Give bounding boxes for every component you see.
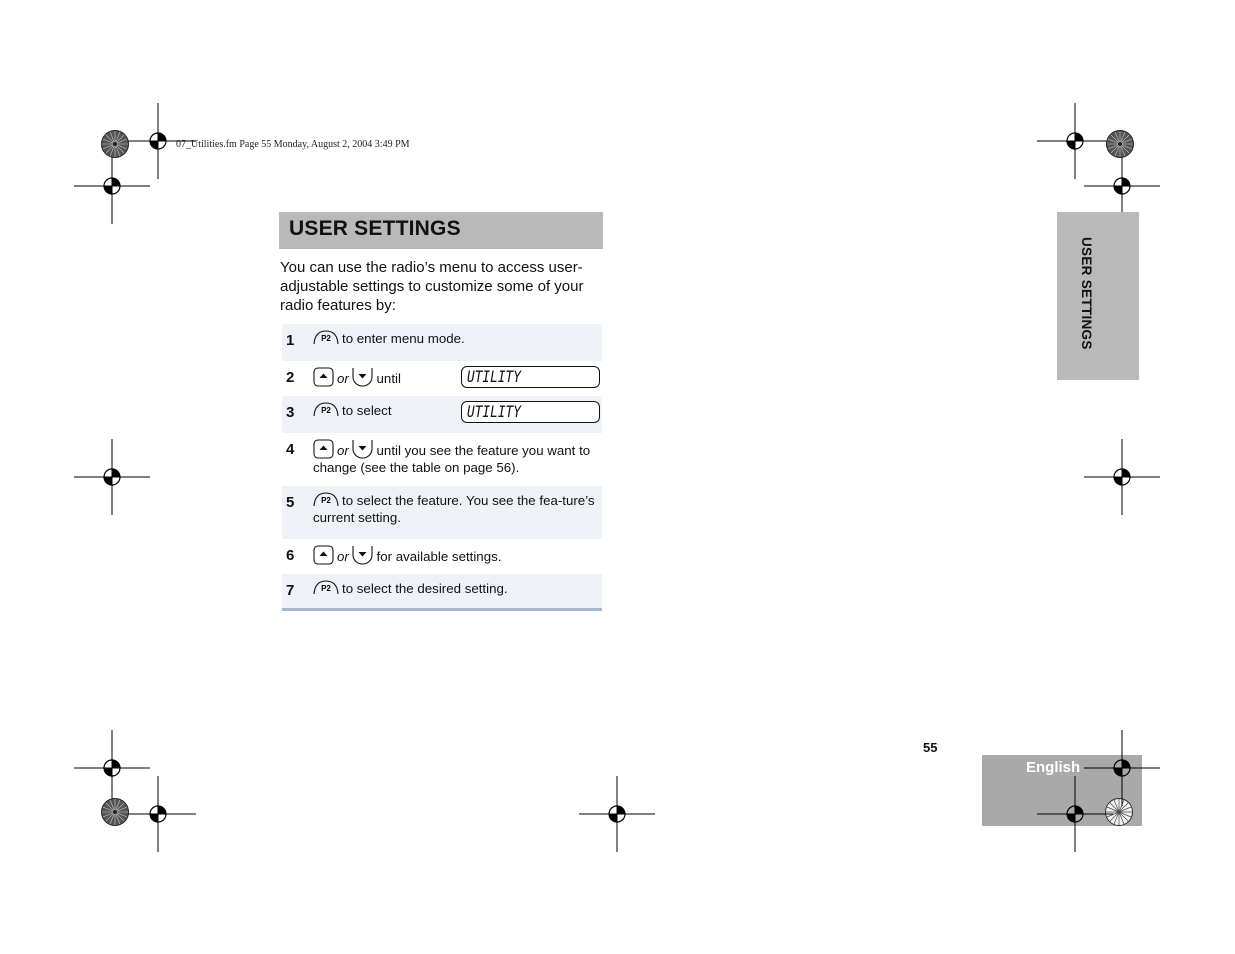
step-text: until: [376, 371, 401, 386]
registration-starburst-icon: [100, 797, 130, 827]
step-row-4: [282, 433, 602, 486]
p2-button-icon: [313, 402, 339, 417]
registration-starburst-icon: [100, 129, 130, 159]
step-text: until you see the feature you want to change (see the table on page 56).: [313, 443, 591, 475]
step-number: 3: [286, 404, 295, 421]
radio-display: [461, 401, 600, 423]
crop-mark-crosshair-icon: [579, 776, 655, 852]
crop-mark-crosshair-icon: [74, 148, 150, 224]
step-row-1: [282, 324, 602, 361]
step-number: 2: [286, 369, 295, 386]
step-number: 6: [286, 547, 295, 564]
language-label: English: [1026, 759, 1081, 776]
or-conjunction: or: [337, 443, 349, 458]
step-number: 1: [286, 332, 295, 349]
side-section-tab: [1057, 212, 1139, 380]
step-text: for available settings.: [376, 549, 502, 564]
step-number: 7: [286, 582, 295, 599]
step-row-5: [282, 486, 602, 539]
p2-button-icon: [313, 492, 339, 507]
section-title-bar: [279, 212, 603, 249]
step-text: to select: [342, 403, 392, 418]
p2-button-icon: [313, 580, 339, 595]
or-conjunction: or: [337, 549, 349, 564]
step-text: to enter menu mode.: [342, 331, 465, 346]
table-bottom-rule: [282, 608, 602, 611]
section-title: USER SETTINGS: [289, 217, 461, 240]
up-arrow-button-icon: [313, 439, 334, 459]
radio-display: [461, 366, 600, 388]
step-number: 4: [286, 441, 295, 458]
crop-mark-crosshair-icon: [120, 776, 196, 852]
side-tab-label: USER SETTINGS: [1079, 237, 1094, 350]
or-conjunction: or: [337, 371, 349, 386]
step-row-3: [282, 396, 602, 433]
up-arrow-button-icon: [313, 545, 334, 565]
page-number: 55: [923, 740, 938, 755]
up-arrow-button-icon: [313, 367, 334, 387]
down-arrow-button-icon: [352, 439, 373, 459]
step-row-2: [282, 361, 602, 396]
svg-text:P2: P2: [321, 334, 331, 343]
step-number: 5: [286, 494, 295, 511]
p2-button-icon: [313, 330, 339, 345]
crop-mark-crosshair-icon: [74, 439, 150, 515]
display-text: UTILITY: [467, 367, 521, 386]
display-text: UTILITY: [467, 402, 521, 421]
down-arrow-button-icon: [352, 367, 373, 387]
intro-paragraph: You can use the radio’s menu to access user-adjustable settings to customize some of your radio features by:: [280, 259, 584, 314]
steps-table: [282, 324, 602, 611]
svg-text:P2: P2: [321, 584, 331, 593]
svg-text:P2: P2: [321, 496, 331, 505]
registration-starburst-icon: [1105, 129, 1135, 159]
down-arrow-button-icon: [352, 545, 373, 565]
svg-text:P2: P2: [321, 406, 331, 415]
step-text: to select the desired setting.: [342, 581, 508, 596]
step-row-6: [282, 539, 602, 574]
step-text: to select the feature. You see the fea-ture’s current setting.: [313, 493, 595, 525]
crop-mark-crosshair-icon: [1037, 776, 1113, 852]
crop-mark-crosshair-icon: [1084, 439, 1160, 515]
step-row-7: [282, 574, 602, 608]
file-info-header: 07_Utilities.fm Page 55 Monday, August 2, 2004 3:49 PM: [176, 139, 410, 150]
